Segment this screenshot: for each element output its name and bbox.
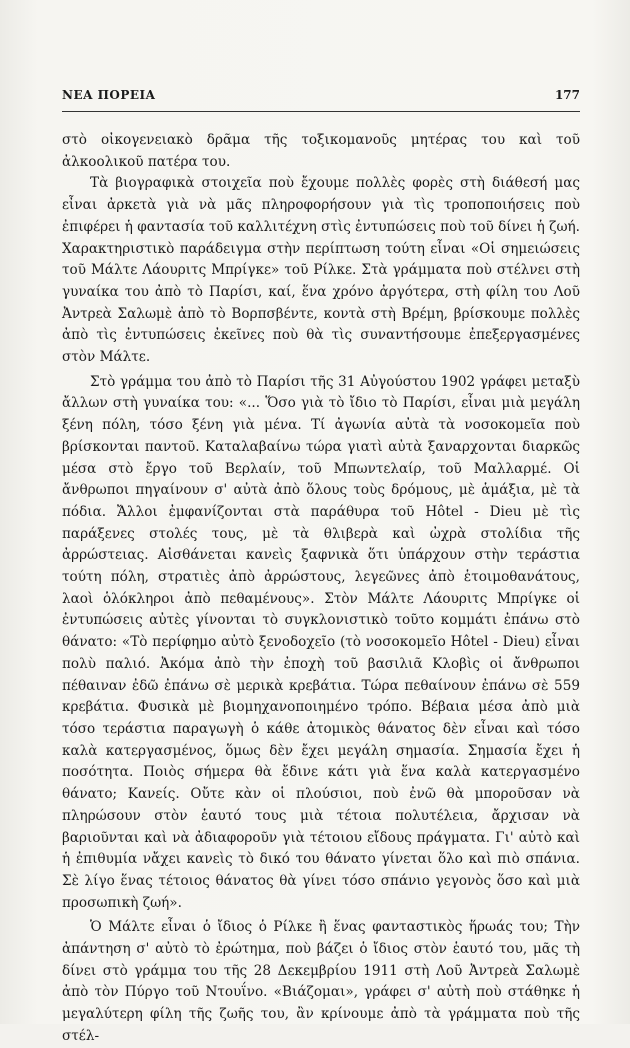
paragraph: Τὰ βιογραφικὰ στοιχεῖα ποὺ ἔχουμε πολλὲς φορὲς στὴ διάθεσή μας εἶναι ἀρκετὰ γιὰ νὰ μᾶς πληροφορήσουν γιὰ τὶς τροποποιήσεις ποὺ ἐπιφέρει ἡ φαντασία τοῦ καλλιτέχνη στὶς ἐντυπώσεις ποὺ τοῦ δίνει ἡ ζωή. Χαρακτηριστικὸ παράδειγμα στὴν περίπτωση τούτη εἶναι «Οἱ σημειώσεις τοῦ Μάλτε Λάουριτς Μπρίγκε» τοῦ Ρίλκε. Στὰ γράμματα ποὺ στέλνει στὴ γυναίκα του ἀπὸ τὸ Παρίσι, καί, ἕνα χρόνο ἀργότερα, στὴ φίλη του Λοῦ Ἀντρεὰ Σαλωμὲ ἀπὸ τὸ Βορπσβέντε, κοντὰ στὴ Βρέμη, βρίσκουμε πολλὲς ἀπὸ τὶς ἐντυπώσεις ἐκεῖνες ποὺ θὰ τὶς συναντήσουμε ἐπεξεργασμένες στὸν Μάλτε. [62, 175, 580, 366]
header-rule [62, 111, 580, 112]
body-text [62, 130, 580, 1048]
paragraph: Ὁ Μάλτε εἶναι ὁ ἴδιος ὁ Ρίλκε ἢ ἕνας φανταστικὸς ἥρωάς του; Τὴν ἀπάντηση σ' αὐτὸ τὸ ἐρώτημα, ποὺ βάζει ὁ ἴδιος στὸν ἑαυτό του, μᾶς τὴ δίνει στὸ γράμμα του τῆς 28 Δεκεμβρίου 1911 στὴ Λοῦ Ἀντρεὰ Σαλωμὲ ἀπὸ τὸν Πύργο τοῦ Ντουΐνο. «Βιάζομαι», γράφει σ' αὐτὴ ποὺ στάθηκε ἡ μεγαλύτερη φίλη τῆς ζωῆς του, ἂν κρίνουμε ἀπὸ τὰ γράμματα ποὺ τῆς στέλ- [62, 919, 580, 1044]
paragraph: στὸ οἰκογενειακὸ δρᾶμα τῆς τοξικομανοῦς μητέρας του καὶ τοῦ ἀλκοολικοῦ πατέρα του. [62, 132, 580, 170]
paragraph: Στὸ γράμμα του ἀπὸ τὸ Παρίσι τῆς 31 Αὐγούστου 1902 γράφει μεταξὺ ἄλλων στὴ γυναίκα του: «... Ὅσο γιὰ τὸ ἴδιο τὸ Παρίσι, εἶναι μιὰ μεγάλη ξένη πόλη, τόσο ξένη γιὰ μένα. Τί ἀγωνία αὐτὰ τὰ νοσοκομεῖα ποὺ βρίσκονται παντοῦ. Καταλαβαίνω τώρα γιατὶ αὐτὰ ξαναρχονται διαρκῶς μέσα στὸ ἔργο τοῦ Βερλαίν, τοῦ Μπωντελαίρ, τοῦ Μαλλαρμέ. Οἱ ἄνθρωποι πηγαίνουν σ' αὐτὰ ἀπὸ ὅλους τοὺς δρόμους, μὲ ἁμάξια, μὲ τὰ πόδια. Ἄλλοι ἐμφανίζονται στὰ παράθυρα τοῦ Hôtel - Dieu μὲ τὶς παράξενες στολές τους, μὲ τὰ θλιβερὰ καὶ ὠχρὰ στολίδια τῆς ἀρρώστειας. Αἰσθάνεται κανεὶς ξαφνικὰ ὅτι ὑπάρχουν στὴν τεράστια τούτη πόλη, στρατιὲς ἀπὸ ἀρρώστους, λεγεῶνες ἀπὸ ἑτοιμοθανάτους, λαοὶ ὁλόκληροι ἀπὸ πεθαμένους». Στὸν Μάλτε Λάουριτς Μπρίγκε οἱ ἐντυπώσεις αὐτὲς γίνονται τὸ συγκλονιστικὸ τοῦτο κομμάτι ἐπάνω στὸ θάνατο: «Τὸ περίφημο αὐτὸ ξενοδοχεῖο (τὸ νοσοκομεῖο Hôtel - Dieu) εἶναι πολὺ παλιό. Ἀκόμα ἀπὸ τὴν ἐποχὴ τοῦ βασιλιᾶ Κλοβὶς οἱ ἄνθρωποι πέθαιναν ἐδῶ ἐπάνω σὲ μερικὰ κρεβάτια. Τώρα πεθαίνουν ἐπάνω σὲ 559 κρεβάτια. Φυσικὰ μὲ βιομηχανοποιημένο τρόπο. Βέβαια μέσα ἀπὸ μιὰ τόσο τεράστια παραγωγὴ ὁ κάθε ἀτομικὸς θάνατος δὲν εἶναι καὶ τόσο καλὰ κατεργασμένος, ὅμως δὲν ἔχει μεγάλη σημασία. Σημασία ἔχει ἡ ποσότητα. Ποιὸς σήμερα θὰ ἔδινε κάτι γιὰ ἕνα καλὰ κατεργασμένο θάνατο; Κανείς. Οὔτε κὰν οἱ πλούσιοι, ποὺ ἐνῶ θὰ μποροῦσαν νὰ πληρώσουν στὸν ἑαυτό τους μιὰ τέτοια πολυτέλεια, ἄρχισαν νὰ βαριοῦνται καὶ νὰ ἀδιαφοροῦν γιὰ τέτοιου εἴδους πράγματα. Γι' αὐτὸ καὶ ἡ ἐπιθυμία νἄχει κανεὶς τὸ δικό του θάνατο γίνεται ὅλο καὶ πιὸ σπάνια. Σὲ λίγο ἕνας τέτοιος θάνατος θὰ γίνει τόσο σπάνιο γεγονὸς ὅσο καὶ μιὰ προσωπικὴ ζωή». [62, 373, 580, 911]
journal-title: ΝΕΑ ΠΟΡΕΙΑ [62, 88, 156, 102]
running-head [62, 88, 580, 110]
page-number: 177 [554, 88, 580, 102]
